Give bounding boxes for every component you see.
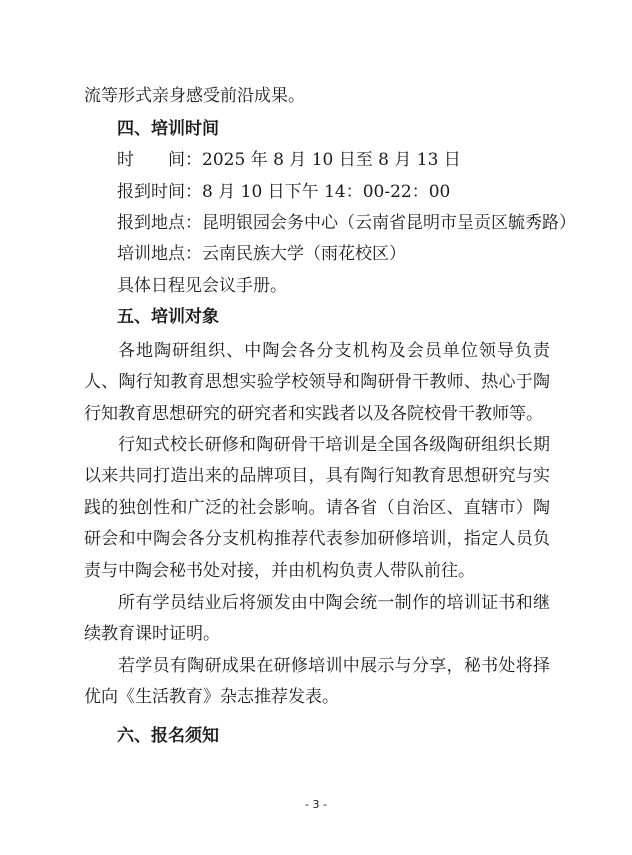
registration-time-line: 报到时间：8 月 10 日下午 14：00-22：00 (117, 182, 451, 202)
section-5-heading: 五、培训对象 (117, 307, 219, 327)
training-time-line: 时 间：2025 年 8 月 10 日至 8 月 13 日 (117, 150, 461, 170)
section-4-heading: 四、培训时间 (117, 119, 219, 139)
paragraph-publication: 若学员有陶研成果在研修培训中展示与分享，秘书处将择优向《生活教育》杂志推荐发表。 (84, 656, 550, 708)
training-location-line: 培训地点：云南民族大学（雨花校区） (117, 244, 406, 264)
page-number: - 3 - (305, 798, 327, 811)
paragraph-target-audience: 各地陶研组织、中陶会各分支机构及会员单位领导负责人、陶行知教育思想实验学校领导和陶研骨干教师、热心于陶行知教育思想研究的研究者和实践者以及各院校骨干教师等。 (84, 341, 550, 424)
paragraph-certificates: 所有学员结业后将颁发由中陶会统一制作的培训证书和继续教育课时证明。 (84, 593, 550, 645)
continuation-line: 流等形式亲身感受前沿成果。 (84, 86, 305, 106)
paragraph-brand-project: 行知式校长研修和陶研骨干培训是全国各级陶研组织长期以来共同打造出来的品牌项目，具有陶行知教育思想研究与实践的独创性和广泛的社会影响。请各省（自治区、直辖市）陶研会和中陶会各分支机构推荐代表参加研修培训，指定人员负责与中陶会秘书处对接，并由机构负责人带队前往。 (84, 435, 550, 581)
schedule-note-line: 具体日程见会议手册。 (117, 276, 287, 296)
registration-location-line: 报到地点：昆明银园会务中心（云南省昆明市呈贡区毓秀路） (117, 213, 576, 233)
section-6-heading: 六、报名须知 (117, 726, 219, 746)
